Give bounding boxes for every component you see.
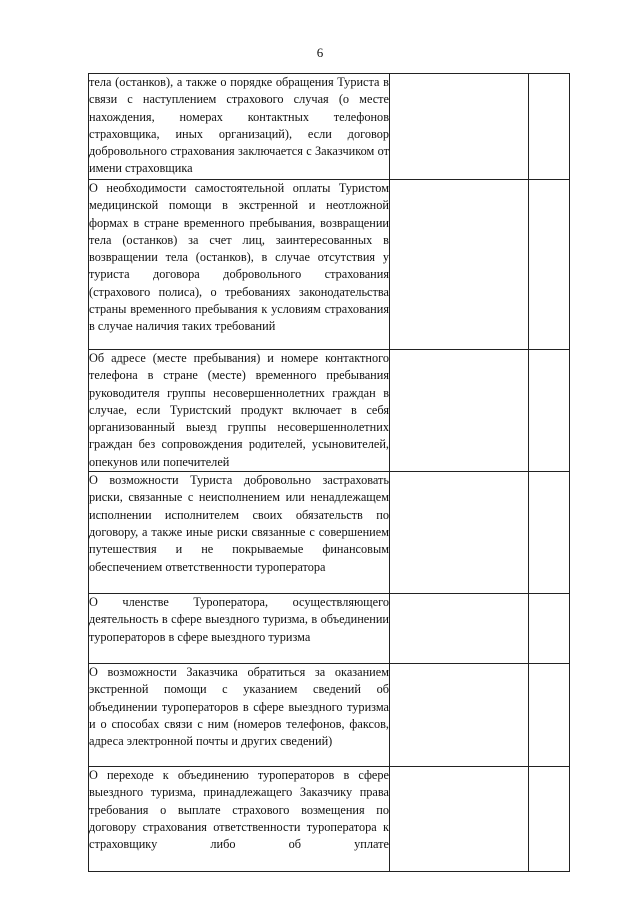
row-description: тела (останков), а также о порядке обращения Туриста в связи с наступлением страхового случая (о месте нахождения, номерах контактных телефонов страховщика, иных организаций), если договор добровольного страхования заключается с Заказчиком от имени страховщика [89,75,389,176]
table-row [89,74,570,180]
row-blank-cell [390,350,529,472]
row-blank-cell [390,180,529,350]
row-description-cell [89,180,390,350]
row-blank-cell [529,74,570,180]
page-number: 6 [316,45,324,60]
row-description: О членстве Туроператора, осуществляющего деятельность в сфере выездного туризма, в объединении туроператоров в сфере выездного туризма [89,595,389,644]
row-blank-cell [390,594,529,664]
row-blank-cell [529,472,570,594]
row-blank-cell [390,767,529,872]
table-row [89,472,570,594]
row-description-cell [89,472,390,594]
row-description-cell [89,594,390,664]
row-blank-cell [390,472,529,594]
table-row [89,594,570,664]
row-blank-cell [390,74,529,180]
row-description: О возможности Заказчика обратиться за оказанием экстренной помощи с указанием сведений об объединении туроператоров в сфере выездного туризма и о способах связи с ним (номеров телефонов, факсов, адреса электронной почты и других сведений) [89,665,389,749]
row-description-cell [89,767,390,872]
row-description: О необходимости самостоятельной оплаты Туристом медицинской помощи в экстренной и неотложной формах в стране временного пребывания, возвращении тела (останков) за счет лиц, заинтересованных в возвращении тела (останков), в случае отсутствия у туриста договора добровольного страхования (страхового полиса), о требованиях законодательства страны временного пребывания к условиям страхования в случае наличия таких требований [89,181,389,334]
row-blank-cell [529,594,570,664]
row-description-cell [89,74,390,180]
row-blank-cell [529,180,570,350]
row-description: Об адресе (месте пребывания) и номере контактного телефона в стране (месте) временного пребывания руководителя группы несовершеннолетних граждан в случае, если Туристский продукт включает в себя организованный выезд группы несовершеннолетних граждан без сопровождения родителей, усыновителей, опекунов или попечителей [89,351,389,469]
table-row [89,180,570,350]
row-description-cell [89,664,390,767]
row-blank-cell [529,664,570,767]
table-row [89,664,570,767]
row-blank-cell [529,767,570,872]
row-description: О переходе к объединению туроператоров в сфере выездного туризма, принадлежащего Заказчику права требования о выплате страхового возмещения по договору страхования ответственности туроператора к страховщику либо об уплате [89,768,389,852]
row-description: О возможности Туриста добровольно застраховать риски, связанные с неисполнением или ненадлежащем исполнении исполнителем своих обязательств по договору, а также иные риски связанные с совершением путешествия и не покрываемые финансовым обеспечением ответственности туроператора [89,473,389,574]
row-blank-cell [390,664,529,767]
table-row [89,767,570,872]
row-description-cell [89,350,390,472]
information-table [88,73,570,872]
table-row [89,350,570,472]
row-blank-cell [529,350,570,472]
